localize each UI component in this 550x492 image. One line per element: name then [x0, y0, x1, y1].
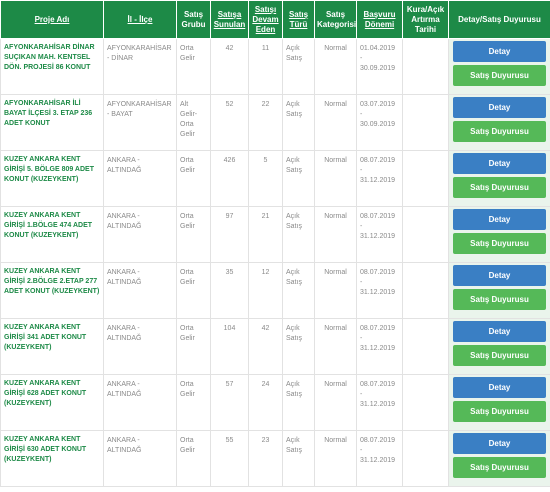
cell-sales-group — [177, 39, 211, 95]
application-period-text: 08.07.2019 - 31.12.2019 — [360, 269, 396, 296]
cell-sales-group — [177, 263, 211, 319]
location-text: ANKARA - ALTINDAĞ — [107, 157, 142, 174]
sales-type-text: Açık Satış — [286, 157, 302, 174]
cell-location — [104, 375, 177, 431]
cell-sales-type — [283, 375, 315, 431]
sales-group-text: Orta Gelir — [180, 437, 195, 454]
offered-count-text: 42 — [225, 45, 234, 52]
cell-lottery-date — [403, 151, 449, 207]
sales-announcement-button[interactable]: Satış Duyurusu — [453, 121, 546, 142]
sales-type-text: Açık Satış — [286, 437, 302, 454]
cell-actions — [449, 95, 550, 151]
cell-ongoing-count — [249, 39, 283, 95]
cell-actions — [449, 319, 550, 375]
cell-project-name — [1, 431, 104, 487]
cell-project-name — [1, 375, 104, 431]
cell-sales-category — [315, 95, 357, 151]
cell-sales-group — [177, 375, 211, 431]
sales-group-text: Orta Gelir — [180, 45, 195, 62]
cell-sales-category — [315, 39, 357, 95]
cell-sales-category — [315, 263, 357, 319]
application-period-text: 01.04.2019 - 30.09.2019 — [360, 45, 396, 72]
cell-application-period — [357, 431, 403, 487]
sales-group-text: Orta Gelir — [180, 213, 195, 230]
table-row — [1, 263, 550, 319]
cell-location — [104, 319, 177, 375]
detail-button[interactable]: Detay — [453, 377, 546, 398]
cell-project-name — [1, 39, 104, 95]
cell-sales-type — [283, 95, 315, 151]
cell-ongoing-count — [249, 319, 283, 375]
cell-application-period — [357, 319, 403, 375]
cell-offered-count — [211, 375, 249, 431]
cell-location — [104, 207, 177, 263]
sales-group-text: Orta Gelir — [180, 325, 195, 342]
cell-project-name — [1, 263, 104, 319]
application-period-text: 08.07.2019 - 31.12.2019 — [360, 437, 396, 464]
detail-button[interactable]: Detay — [453, 153, 546, 174]
header-type[interactable]: Satış Türü — [283, 1, 315, 39]
cell-sales-group — [177, 95, 211, 151]
sales-category-text: Normal — [324, 381, 347, 388]
sales-type-text: Açık Satış — [286, 213, 302, 230]
application-period-text: 08.07.2019 - 31.12.2019 — [360, 325, 396, 352]
lottery-date-text — [406, 263, 445, 268]
sales-announcement-button[interactable]: Satış Duyurusu — [453, 401, 546, 422]
cell-offered-count — [211, 151, 249, 207]
cell-ongoing-count — [249, 431, 283, 487]
header-offered[interactable]: Satışa Sunulan — [211, 1, 249, 39]
cell-application-period — [357, 95, 403, 151]
sales-category-text: Normal — [324, 45, 347, 52]
cell-sales-type — [283, 431, 315, 487]
project-name-text: KUZEY ANKARA KENT GİRİŞİ 5. BÖLGE 809 ADET KONUT (KUZEYKENT) — [4, 156, 94, 183]
cell-sales-type — [283, 319, 315, 375]
project-name-text: AFYONKARAHİSAR İLİ BAYAT İLÇESİ 3. ETAP 236 ADET KONUT — [4, 100, 93, 127]
table-header-row — [1, 1, 550, 39]
cell-location — [104, 95, 177, 151]
application-period-text: 03.07.2019 - 30.09.2019 — [360, 101, 396, 128]
cell-ongoing-count — [249, 151, 283, 207]
sales-category-text: Normal — [324, 157, 347, 164]
offered-count-text: 104 — [223, 325, 236, 332]
cell-actions — [449, 375, 550, 431]
cell-sales-category — [315, 319, 357, 375]
cell-location — [104, 263, 177, 319]
project-name-text: KUZEY ANKARA KENT GİRİŞİ 1.BÖLGE 474 ADET KONUT (KUZEYKENT) — [4, 212, 93, 239]
cell-lottery-date — [403, 319, 449, 375]
ongoing-count-text: 22 — [261, 101, 270, 108]
cell-application-period — [357, 207, 403, 263]
sales-category-text: Normal — [324, 213, 347, 220]
table-row — [1, 151, 550, 207]
location-text: ANKARA - ALTINDAĞ — [107, 381, 142, 398]
ongoing-count-text: 24 — [261, 381, 270, 388]
location-text: ANKARA - ALTINDAĞ — [107, 325, 142, 342]
detail-button[interactable]: Detay — [453, 433, 546, 454]
ongoing-count-text: 21 — [261, 213, 270, 220]
detail-button[interactable]: Detay — [453, 265, 546, 286]
cell-sales-type — [283, 263, 315, 319]
sales-category-text: Normal — [324, 437, 347, 444]
cell-project-name — [1, 207, 104, 263]
cell-sales-category — [315, 207, 357, 263]
table-row — [1, 207, 550, 263]
ongoing-count-text: 12 — [261, 269, 270, 276]
sales-announcement-button[interactable]: Satış Duyurusu — [453, 65, 546, 86]
lottery-date-text — [406, 207, 445, 212]
cell-ongoing-count — [249, 95, 283, 151]
cell-sales-category — [315, 431, 357, 487]
table-row — [1, 319, 550, 375]
cell-application-period — [357, 39, 403, 95]
cell-offered-count — [211, 263, 249, 319]
offered-count-text: 426 — [223, 157, 236, 164]
sales-category-text: Normal — [324, 101, 347, 108]
detail-button[interactable]: Detay — [453, 41, 546, 62]
sales-group-text: Alt Gelir-Orta Gelir — [180, 101, 198, 138]
table-row — [1, 431, 550, 487]
sales-type-text: Açık Satış — [286, 381, 302, 398]
cell-project-name — [1, 319, 104, 375]
cell-sales-group — [177, 207, 211, 263]
table-row — [1, 95, 550, 151]
ongoing-count-text: 11 — [261, 45, 270, 52]
cell-application-period — [357, 263, 403, 319]
location-text: AFYONKARAHİSAR - BAYAT — [107, 101, 172, 118]
cell-sales-group — [177, 319, 211, 375]
cell-sales-category — [315, 375, 357, 431]
cell-offered-count — [211, 319, 249, 375]
cell-lottery-date — [403, 207, 449, 263]
table-row — [1, 375, 550, 431]
cell-location — [104, 151, 177, 207]
cell-sales-type — [283, 39, 315, 95]
header-project[interactable]: Proje Adı — [1, 1, 104, 39]
lottery-date-text — [406, 319, 445, 324]
lottery-date-text — [406, 39, 445, 44]
cell-sales-type — [283, 207, 315, 263]
header-category: Satış Kategorisi — [315, 1, 357, 39]
cell-lottery-date — [403, 39, 449, 95]
cell-actions — [449, 151, 550, 207]
header-group: Satış Grubu — [177, 1, 211, 39]
cell-ongoing-count — [249, 263, 283, 319]
project-name-text: KUZEY ANKARA KENT GİRİŞİ 630 ADET KONUT (KUZEYKENT) — [4, 436, 87, 463]
location-text: ANKARA - ALTINDAĞ — [107, 269, 142, 286]
sales-announcement-button[interactable]: Satış Duyurusu — [453, 345, 546, 366]
project-name-text: AFYONKARAHİSAR DİNAR SUÇIKAN MAH. KENTSEL DÖN. PROJESİ 86 KONUT — [4, 44, 95, 71]
header-ongoing[interactable]: Satışı Devam Eden — [249, 1, 283, 39]
application-period-text: 08.07.2019 - 31.12.2019 — [360, 381, 396, 408]
header-actions: Detay/Satış Duyurusu — [449, 1, 550, 39]
offered-count-text: 57 — [225, 381, 234, 388]
table-row — [1, 39, 550, 95]
location-text: ANKARA - ALTINDAĞ — [107, 437, 142, 454]
sales-announcement-button[interactable]: Satış Duyurusu — [453, 233, 546, 254]
cell-offered-count — [211, 39, 249, 95]
cell-project-name — [1, 95, 104, 151]
lottery-date-text — [406, 151, 445, 156]
lottery-date-text — [406, 95, 445, 100]
offered-count-text: 97 — [225, 213, 234, 220]
sales-group-text: Orta Gelir — [180, 381, 195, 398]
ongoing-count-text: 23 — [261, 437, 270, 444]
sales-category-text: Normal — [324, 269, 347, 276]
cell-location — [104, 431, 177, 487]
sales-type-text: Açık Satış — [286, 269, 302, 286]
cell-lottery-date — [403, 375, 449, 431]
cell-offered-count — [211, 431, 249, 487]
detail-button[interactable]: Detay — [453, 321, 546, 342]
sales-type-text: Açık Satış — [286, 325, 302, 342]
cell-offered-count — [211, 95, 249, 151]
cell-actions — [449, 39, 550, 95]
detail-button[interactable]: Detay — [453, 209, 546, 230]
sales-announcement-button[interactable]: Satış Duyurusu — [453, 177, 546, 198]
detail-button[interactable]: Detay — [453, 97, 546, 118]
sales-group-text: Orta Gelir — [180, 157, 195, 174]
cell-lottery-date — [403, 431, 449, 487]
location-text: AFYONKARAHİSAR - DİNAR — [107, 45, 172, 62]
cell-ongoing-count — [249, 375, 283, 431]
lottery-date-text — [406, 431, 445, 436]
cell-offered-count — [211, 207, 249, 263]
cell-lottery-date — [403, 95, 449, 151]
sales-category-text: Normal — [324, 325, 347, 332]
header-lottery: Kura/Açık Artırma Tarihi — [403, 1, 449, 39]
cell-sales-group — [177, 431, 211, 487]
cell-project-name — [1, 151, 104, 207]
project-name-text: KUZEY ANKARA KENT GİRİŞİ 628 ADET KONUT (KUZEYKENT) — [4, 380, 87, 407]
sales-type-text: Açık Satış — [286, 101, 302, 118]
sales-announcement-button[interactable]: Satış Duyurusu — [453, 457, 546, 478]
sales-type-text: Açık Satış — [286, 45, 302, 62]
project-name-text: KUZEY ANKARA KENT GİRİŞİ 341 ADET KONUT (KUZEYKENT) — [4, 324, 87, 351]
header-location[interactable]: İl - İlçe — [104, 1, 177, 39]
sales-group-text: Orta Gelir — [180, 269, 195, 286]
cell-application-period — [357, 375, 403, 431]
cell-actions — [449, 207, 550, 263]
cell-actions — [449, 431, 550, 487]
cell-application-period — [357, 151, 403, 207]
project-name-text: KUZEY ANKARA KENT GİRİŞİ 2.BÖLGE 2.ETAP 277 ADET KONUT (KUZEYKENT) — [4, 268, 100, 295]
cell-sales-category — [315, 151, 357, 207]
ongoing-count-text: 5 — [263, 157, 268, 164]
location-text: ANKARA - ALTINDAĞ — [107, 213, 142, 230]
offered-count-text: 52 — [225, 101, 234, 108]
application-period-text: 08.07.2019 - 31.12.2019 — [360, 157, 396, 184]
cell-lottery-date — [403, 263, 449, 319]
offered-count-text: 55 — [225, 437, 234, 444]
ongoing-count-text: 42 — [261, 325, 270, 332]
cell-ongoing-count — [249, 207, 283, 263]
cell-location — [104, 39, 177, 95]
application-period-text: 08.07.2019 - 31.12.2019 — [360, 213, 396, 240]
cell-sales-group — [177, 151, 211, 207]
sales-announcement-button[interactable]: Satış Duyurusu — [453, 289, 546, 310]
header-period[interactable]: Başvuru Dönemi — [357, 1, 403, 39]
lottery-date-text — [406, 375, 445, 380]
cell-sales-type — [283, 151, 315, 207]
offered-count-text: 35 — [225, 269, 234, 276]
cell-actions — [449, 263, 550, 319]
